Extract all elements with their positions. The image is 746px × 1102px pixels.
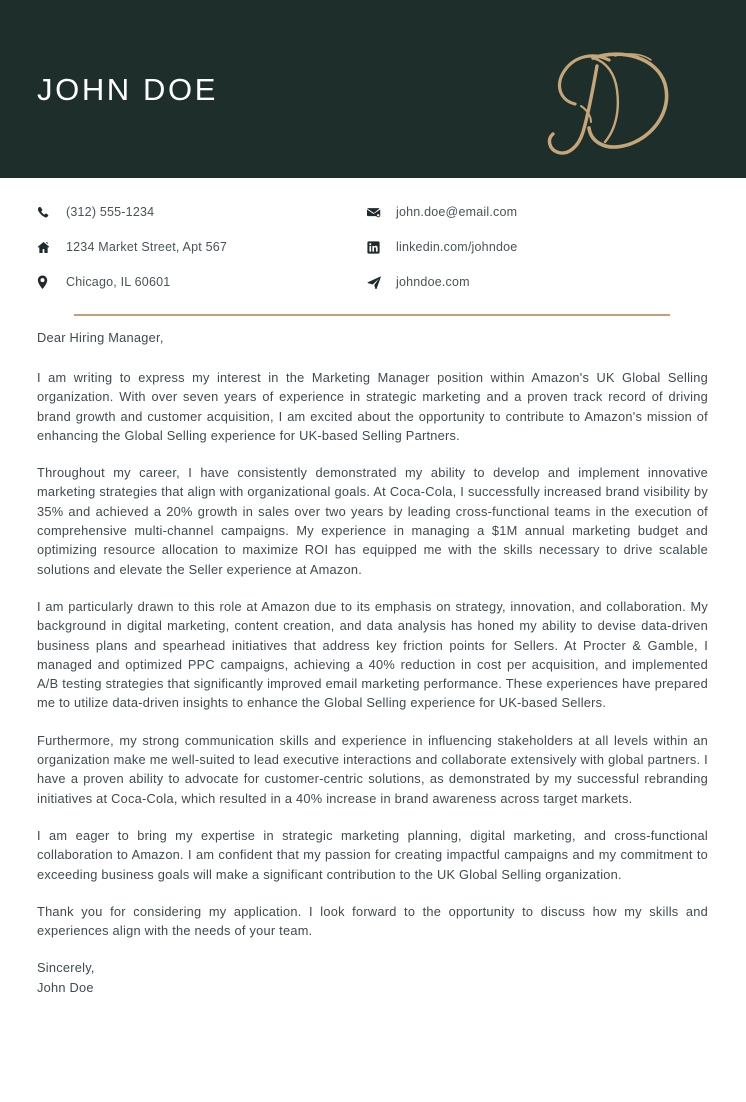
contact-row-address xyxy=(37,237,367,257)
letter-paragraph: I am writing to express my interest in the Marketing Manager position within Amazon's UK Global Selling organization. With over seven years of experience in strategic marketing and a proven track record of driving brand growth and customer acquisition, I am excited about the opportunity to contribute to Amazon's mission of enhancing the Global Selling experience for UK-based Selling Partners. xyxy=(37,370,708,443)
envelope-icon xyxy=(367,204,389,220)
linkedin-icon xyxy=(367,239,389,255)
salutation: Dear Hiring Manager, xyxy=(37,330,164,345)
location-pin-icon xyxy=(37,274,59,290)
page-title: JOHN DOE xyxy=(37,72,218,107)
monogram-logo xyxy=(531,44,681,160)
letter-paragraph: I am eager to bring my expertise in strategic marketing planning, digital marketing, and cross-functional collaboration to Amazon. I am confident that my passion for creating impactful campaigns and my commitment to exceeding business goals will make a significant contribution to the UK Global Selling organization. xyxy=(37,827,708,882)
letter-paragraph: Furthermore, my strong communication skills and experience in influencing stakeholders at all levels within an organization make me well-suited to lead executive interactions and collaborate extensively with global partners. I have a proven ability to advocate for customer-centric solutions, as demonstrated by my successful rebranding initiatives at Coca-Cola, which resulted in a 40% increase in brand awareness across target markets. xyxy=(37,732,708,806)
send-arrow-icon xyxy=(367,274,389,290)
letter-header xyxy=(0,0,746,178)
contact-row-location xyxy=(37,272,367,292)
contact-row-email xyxy=(367,202,708,222)
contact-row-phone xyxy=(37,202,367,222)
letter-paragraph: Thank you for considering my application. I look forward to the opportunity to discuss how my skills and experiences align with the needs of your team. xyxy=(37,903,708,939)
contact-row-linkedin xyxy=(367,237,708,257)
phone-icon xyxy=(37,204,59,220)
contact-value-location: Chicago, IL 60601 xyxy=(66,275,171,289)
contact-value-email: john.doe@email.com xyxy=(396,205,518,219)
contact-value-linkedin: linkedin.com/johndoe xyxy=(396,240,518,254)
contact-details xyxy=(0,178,746,316)
contact-value-phone: (312) 555-1234 xyxy=(66,205,155,219)
closing-text: Sincerely, xyxy=(37,960,95,976)
letter-paragraph: I am particularly drawn to this role at Amazon due to its emphasis on strategy, innovation, and collaboration. My background in digital marketing, content creation, and data analysis has honed my ability to devise data-driven business plans and spearhead initiatives that address key friction points for Sellers. At Procter & Gamble, I managed and optimized PPC campaigns, achieving a 40% reduction in cost per acquisition, and implemented A/B testing strategies that significantly improved email marketing performance. These experiences have prepared me to utilize data-driven insights to enhance the Global Selling experience for UK-based Sellers. xyxy=(37,598,708,711)
contact-value-address: 1234 Market Street, Apt 567 xyxy=(66,240,228,254)
letter-paragraph: Throughout my career, I have consistently demonstrated my ability to develop and implement innovative marketing strategies that align with organizational goals. At Coca-Cola, I successfully increased brand visibility by 35% and achieved a 20% growth in sales over two years by leading cross-functional teams in the execution of comprehensive multi-channel campaigns. My experience in managing a $1M annual marketing budget and optimizing resource allocation to maximize ROI has equipped me with the skills necessary to drive scalable solutions and elevate the Seller experience at Amazon. xyxy=(37,465,708,577)
contact-value-website: johndoe.com xyxy=(396,275,470,289)
letter-closing xyxy=(37,958,708,997)
letter-body xyxy=(0,330,746,997)
home-icon xyxy=(37,239,59,255)
signature-name: John Doe xyxy=(37,979,94,995)
contact-row-website xyxy=(367,272,708,292)
section-divider xyxy=(74,314,670,316)
